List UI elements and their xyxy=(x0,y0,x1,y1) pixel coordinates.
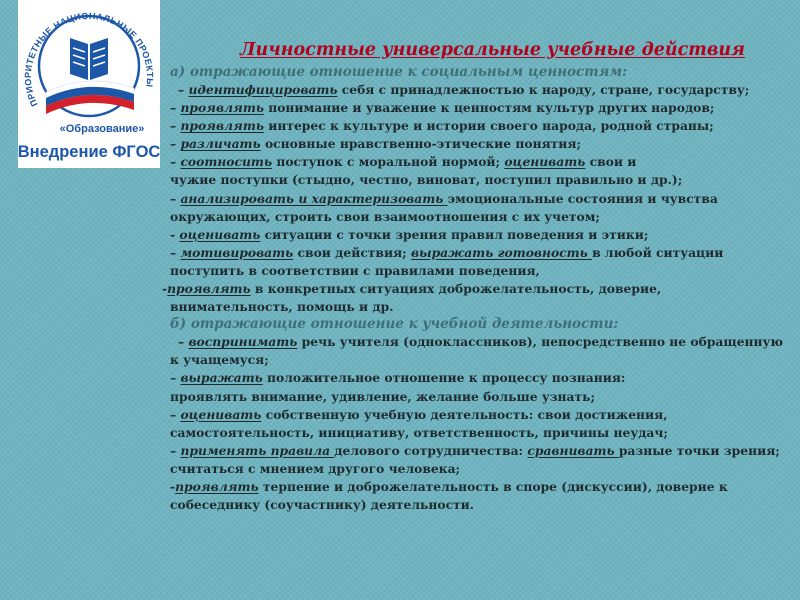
line-text: делового сотрудничества: xyxy=(334,442,528,458)
list-line xyxy=(170,153,785,171)
line-text: – xyxy=(170,406,181,422)
line-text: терпение и доброжелательность в споре (дискуссии), доверие к xyxy=(258,478,728,494)
list-line xyxy=(170,226,785,244)
line-text: – xyxy=(170,442,181,458)
key-verb: проявлять xyxy=(180,100,264,116)
list-line xyxy=(170,460,785,478)
line-text: положительное отношение к процессу познания: xyxy=(262,370,626,386)
line-text: внимательность, помощь и др. xyxy=(170,299,394,315)
line-text: - xyxy=(162,281,168,297)
list-line xyxy=(170,135,785,153)
line-text: собеседнику (соучастнику) деятельности. xyxy=(170,497,475,513)
line-text: – xyxy=(170,154,181,170)
line-text: - xyxy=(170,226,180,242)
logo-ring-text: ПРИОРИТЕТНЫЕ НАЦИОНАЛЬНЫЕ ПРОЕКТЫ xyxy=(22,10,156,109)
line-text: проявлять внимание, удивление, желание больше узнать; xyxy=(170,388,596,404)
line-text: поступок с моральной нормой; xyxy=(272,154,505,170)
list-line xyxy=(170,117,785,135)
line-text: поступить в соответствии с правилами поведения, xyxy=(170,262,540,278)
key-verb: оценивать xyxy=(504,154,586,170)
line-text: чужие поступки (стыдно, честно, виноват, поступил правильно и др.); xyxy=(170,172,683,188)
list-line xyxy=(170,496,785,514)
list-line xyxy=(170,406,785,424)
line-text: - xyxy=(170,478,176,494)
line-text: – xyxy=(170,100,181,116)
key-verb: применять правила xyxy=(180,442,335,458)
line-text: понимание и уважение к ценностям культур других народов; xyxy=(263,100,715,116)
list-line xyxy=(170,442,785,460)
line-text: разные точки зрения; xyxy=(618,442,780,458)
line-text: ситуации с точки зрения правил поведения и этики; xyxy=(260,226,649,242)
line-text: – xyxy=(170,244,181,260)
line-text: – xyxy=(170,118,181,134)
key-verb: воспринимать xyxy=(188,334,298,350)
line-text: считаться с мнением другого человека; xyxy=(170,460,461,476)
line-text: в конкретных ситуациях доброжелательность, доверие, xyxy=(250,281,662,297)
line-text: – xyxy=(178,82,189,97)
logo-caption: Внедрение ФГОС xyxy=(18,143,160,161)
key-verb: сравнивать xyxy=(527,442,619,458)
key-verb: проявлять xyxy=(175,478,259,494)
key-verb: анализировать и характеризовать xyxy=(180,190,448,206)
line-text: себя с принадлежностью к народу, стране, государству; xyxy=(337,82,750,97)
section-a-list xyxy=(162,81,785,316)
fgos-logo xyxy=(18,0,160,168)
list-line xyxy=(162,280,785,298)
key-verb: выражать xyxy=(180,370,263,386)
line-text: основные нравственно-этические понятия; xyxy=(260,136,582,152)
key-verb: оценивать xyxy=(180,406,262,422)
list-line xyxy=(170,351,785,369)
key-verb: идентифицировать xyxy=(188,82,338,97)
line-text: речь учителя (одноклассников), непосредственно не обращенную xyxy=(297,334,783,350)
list-line xyxy=(170,298,785,316)
list-line xyxy=(170,478,785,496)
list-line xyxy=(170,262,785,280)
list-line xyxy=(170,244,785,262)
flag-swoosh-icon xyxy=(46,81,134,114)
line-text: эмоциональные состояния и чувства xyxy=(447,190,718,206)
list-line xyxy=(170,81,785,99)
line-text: в любой ситуации xyxy=(592,244,724,260)
logo-emblem xyxy=(18,0,160,168)
book-icon xyxy=(70,38,108,80)
section-b-list xyxy=(170,333,785,514)
line-text: собственную учебную деятельность: свои достижения, xyxy=(261,406,668,422)
key-verb: оценивать xyxy=(179,226,261,242)
list-line xyxy=(170,333,785,351)
line-text: интерес к культуре и истории своего народа, родной страны; xyxy=(263,118,714,134)
list-line xyxy=(170,424,785,442)
line-text: окружающих, строить свои взаимоотношения с их учетом; xyxy=(170,208,600,224)
list-line xyxy=(170,388,785,406)
list-line xyxy=(170,99,785,117)
line-text: свои действия; xyxy=(293,244,411,260)
line-text: самостоятельность, инициативу, ответственность, причины неудач; xyxy=(170,424,668,440)
list-line xyxy=(170,190,785,208)
slide-title: Личностные универсальные учебные действия xyxy=(240,40,745,60)
line-text: – xyxy=(170,136,181,152)
section-a-heading: а) отражающие отношение к социальным ценностям: xyxy=(170,64,628,80)
line-text: – xyxy=(170,370,181,386)
key-verb: проявлять xyxy=(180,118,264,134)
key-verb: выражать готовность xyxy=(411,244,593,260)
section-b-heading: б) отражающие отношение к учебной деятельности: xyxy=(170,316,619,333)
line-text: – xyxy=(178,334,189,350)
list-line xyxy=(170,208,785,226)
key-verb: различать xyxy=(180,136,261,152)
key-verb: соотносить xyxy=(180,154,273,170)
key-verb: мотивировать xyxy=(180,244,294,260)
logo-badge: «Образование» xyxy=(59,123,145,135)
line-text: к учащемуся; xyxy=(170,352,269,368)
slide-content xyxy=(162,40,785,514)
key-verb: проявлять xyxy=(167,281,251,297)
list-line xyxy=(170,369,785,387)
list-line xyxy=(170,171,785,189)
line-text: свои и xyxy=(585,154,637,170)
line-text: – xyxy=(170,190,181,206)
